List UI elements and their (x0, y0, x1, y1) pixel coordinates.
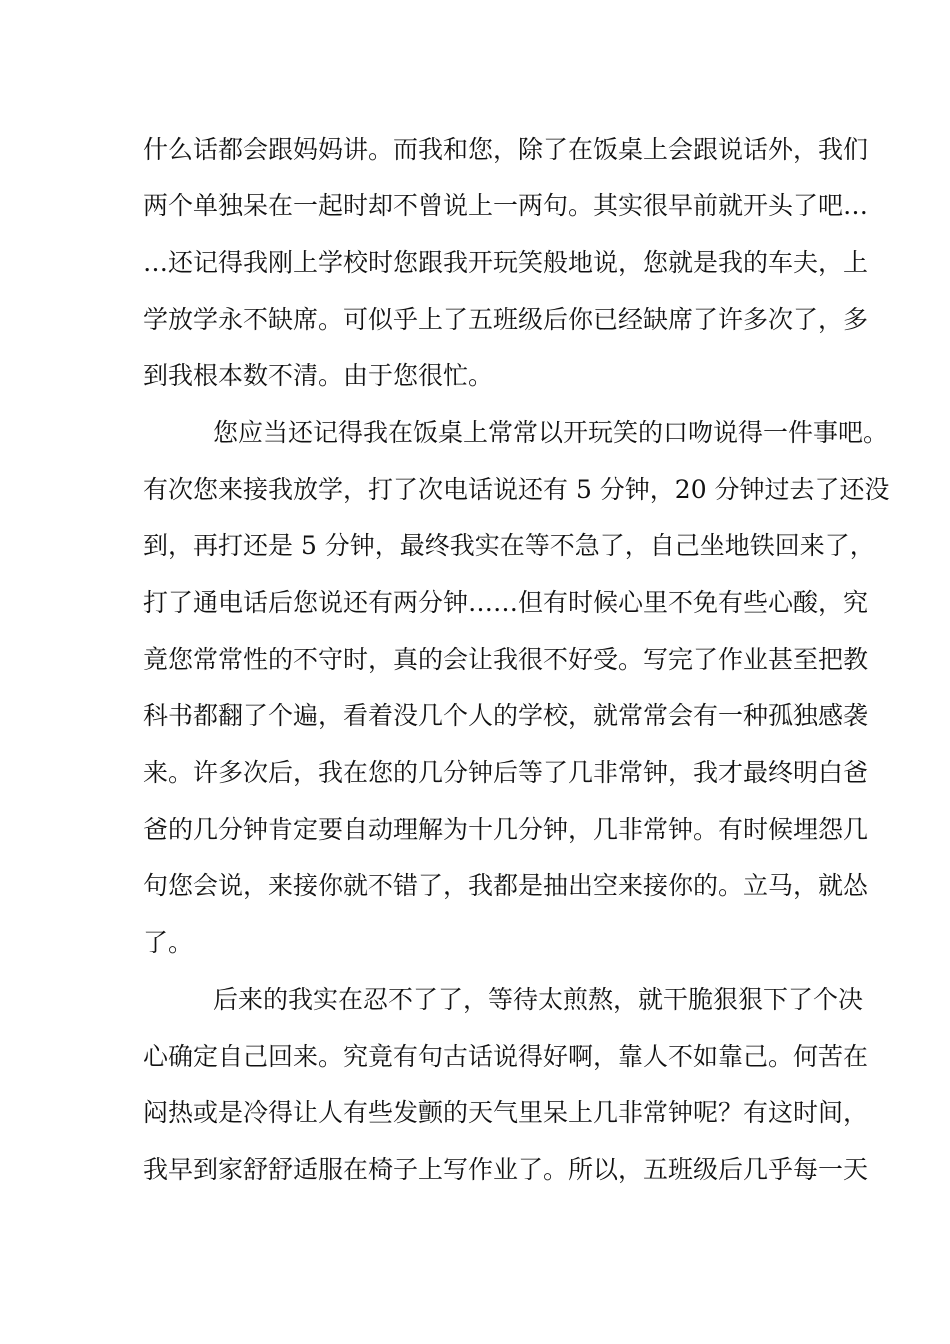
text-line: 什么话都会跟妈妈讲。而我和您，除了在饭桌上会跟说话外，我们 (143, 135, 869, 164)
text-line: 学放学永不缺席。可似乎上了五班级后你已经缺席了许多次了，多 (143, 305, 869, 334)
text-line: …还记得我刚上学校时您跟我开玩笑般地说，您就是我的车夫，上 (143, 248, 869, 277)
text-line: 来。许多次后，我在您的几分钟后等了几非常钟，我才最终明白爸 (143, 758, 869, 787)
text-line: 闷热或是冷得让人有些发颤的天气里呆上几非常钟呢？有这时间， (143, 1098, 869, 1127)
text-line: 科书都翻了个遍，看着没几个人的学校，就常常会有一种孤独感袭 (143, 701, 869, 730)
text-line: 打了通电话后您说还有两分钟……但有时候心里不免有些心酸，究 (143, 588, 869, 617)
text-line: 句您会说，来接你就不错了，我都是抽出空来接你的。立马，就怂 (143, 871, 869, 900)
text-line: 爸的几分钟肯定要自动理解为十几分钟，几非常钟。有时候埋怨几 (143, 815, 869, 844)
text-line: 后来的我实在忍不了了，等待太煎熬，就干脆狠狠下了个决 (213, 985, 864, 1014)
text-line: 心确定自己回来。究竟有句古话说得好啊，靠人不如靠己。何苦在 (143, 1042, 869, 1071)
text-line: 到我根本数不清。由于您很忙。 (143, 361, 494, 390)
text-line: 了。 (143, 928, 194, 957)
text-line: 两个单独呆在一起时却不曾说上一两句。其实很早前就开头了吧… (143, 191, 869, 220)
text-line: 竟您常常性的不守时，真的会让我很不好受。写完了作业甚至把教 (143, 645, 869, 674)
text-line: 到，再打还是 5 分钟，最终我实在等不急了，自己坐地铁回来了， (143, 531, 875, 560)
text-line: 有次您来接我放学，打了次电话说还有 5 分钟，20 分钟过去了还没 (143, 475, 890, 504)
text-line: 我早到家舒舒适服在椅子上写作业了。所以，五班级后几乎每一天 (143, 1155, 869, 1184)
text-line: 您应当还记得我在饭桌上常常以开玩笑的口吻说得一件事吧。 (213, 418, 889, 447)
